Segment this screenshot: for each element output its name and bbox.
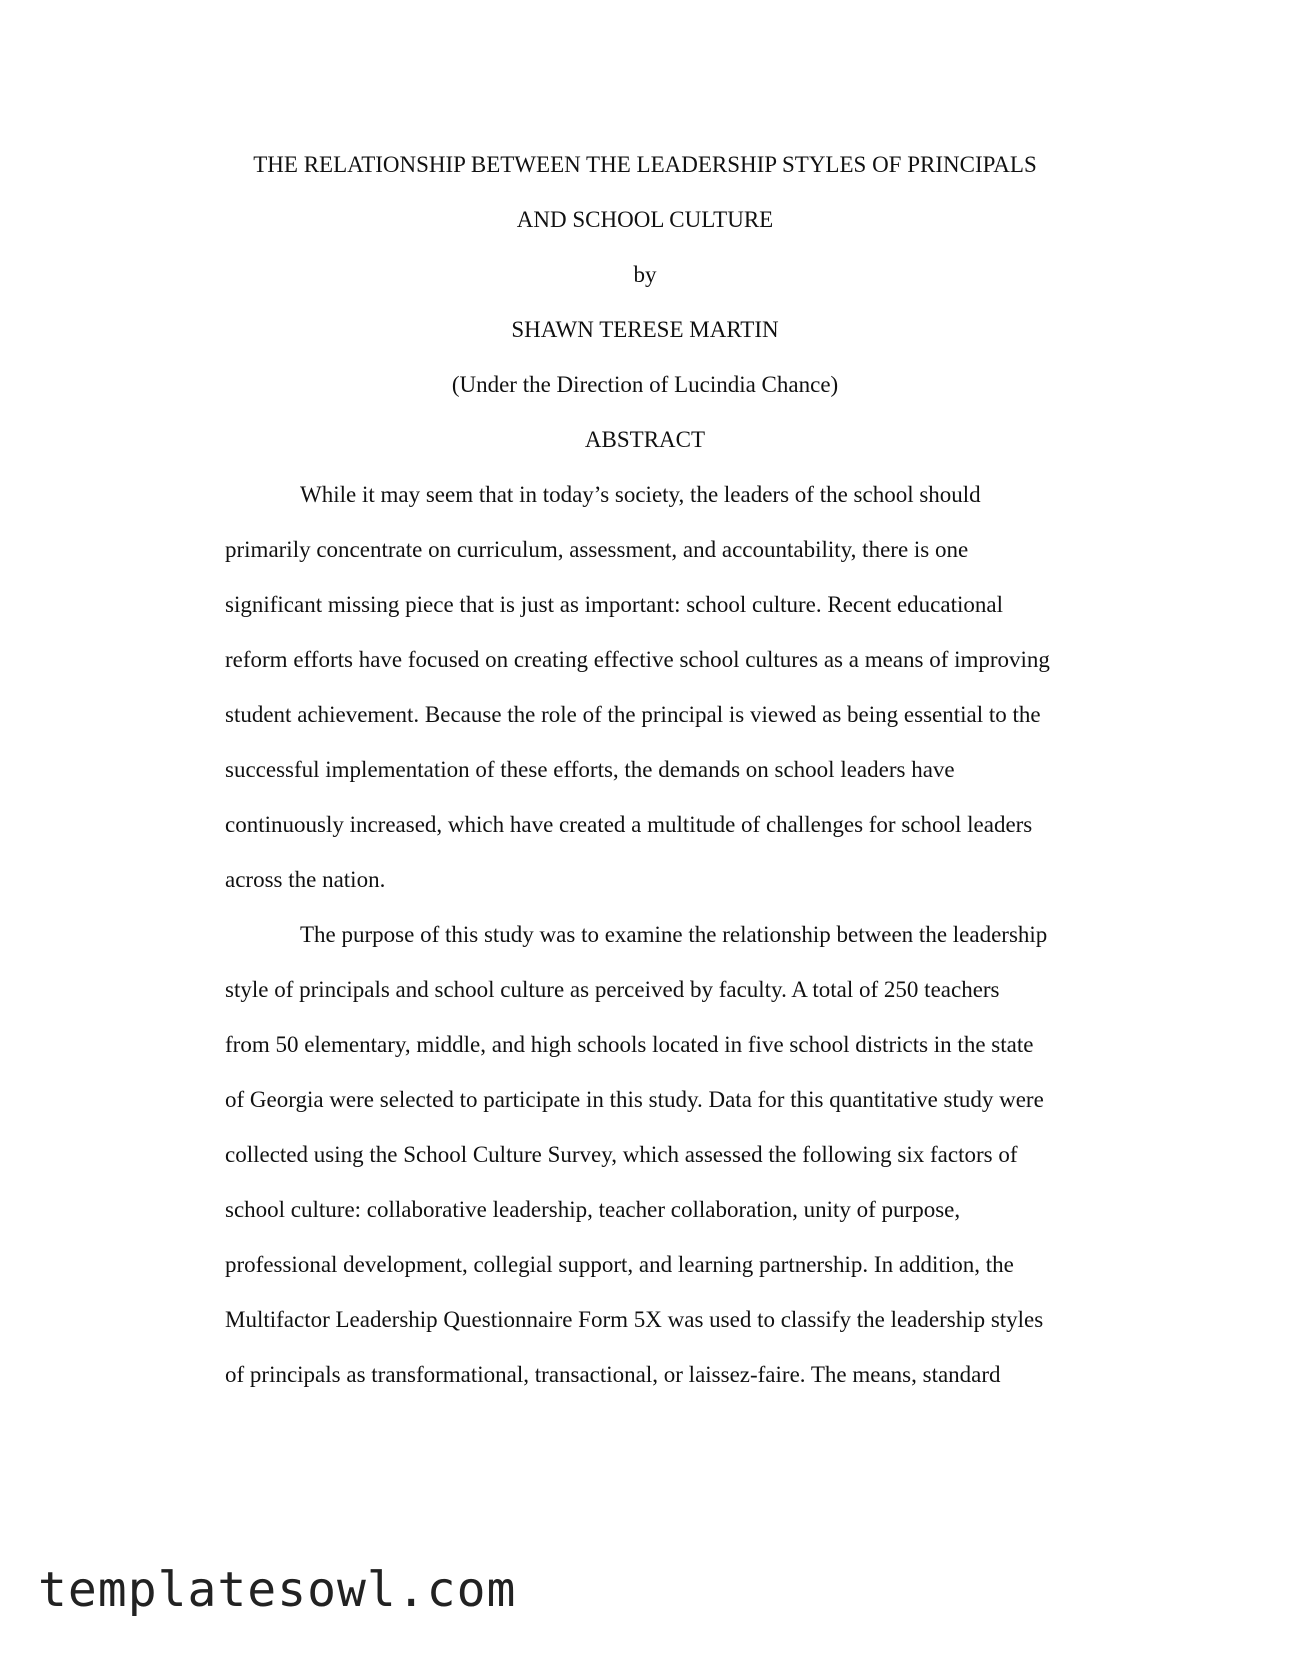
paragraph-1-line: continuously increased, which have created a multitude of challenges for school leaders bbox=[225, 812, 1033, 837]
paragraph-1-line: student achievement. Because the role of the principal is viewed as being essential to the bbox=[225, 702, 1041, 727]
paragraph-1-line: successful implementation of these efforts, the demands on school leaders have bbox=[225, 757, 955, 782]
paragraph-2-line: The purpose of this study was to examine the relationship between the leadership bbox=[300, 922, 1048, 947]
direction-line: (Under the Direction of Lucindia Chance) bbox=[451, 372, 839, 397]
paragraph-1-line: reform efforts have focused on creating effective school cultures as a means of improving bbox=[225, 647, 1050, 672]
title-line-1: THE RELATIONSHIP BETWEEN THE LEADERSHIP STYLES OF PRINCIPALS bbox=[253, 152, 1037, 177]
title-line-2: AND SCHOOL CULTURE bbox=[516, 207, 774, 232]
by-line: by bbox=[633, 262, 657, 287]
author-name: SHAWN TERESE MARTIN bbox=[511, 317, 779, 342]
paragraph-2-line: school culture: collaborative leadership, teacher collaboration, unity of purpose, bbox=[225, 1197, 961, 1222]
paragraph-2-line: Multifactor Leadership Questionnaire Form 5X was used to classify the leadership styles bbox=[225, 1307, 1044, 1332]
paragraph-1-line: significant missing piece that is just as important: school culture. Recent educational bbox=[225, 592, 1003, 617]
paragraph-2-line: collected using the School Culture Survey, which assessed the following six factors of bbox=[225, 1142, 1018, 1167]
watermark-text: templatesowl.com bbox=[38, 1562, 517, 1618]
paragraph-2-line: of principals as transformational, transactional, or laissez-faire. The means, standard bbox=[225, 1362, 1001, 1387]
abstract-heading: ABSTRACT bbox=[584, 427, 706, 452]
paragraph-2-line: style of principals and school culture as perceived by faculty. A total of 250 teachers bbox=[225, 977, 1000, 1002]
paragraph-2-line: from 50 elementary, middle, and high schools located in five school districts in the state bbox=[225, 1032, 1034, 1057]
paragraph-1-line: across the nation. bbox=[225, 867, 386, 892]
paragraph-1-line: primarily concentrate on curriculum, assessment, and accountability, there is one bbox=[225, 537, 969, 562]
paragraph-2-line: professional development, collegial support, and learning partnership. In addition, the bbox=[225, 1252, 1014, 1277]
paragraph-1-line: While it may seem that in today’s society, the leaders of the school should bbox=[300, 482, 981, 507]
paragraph-2-line: of Georgia were selected to participate in this study. Data for this quantitative study were bbox=[225, 1087, 1044, 1112]
